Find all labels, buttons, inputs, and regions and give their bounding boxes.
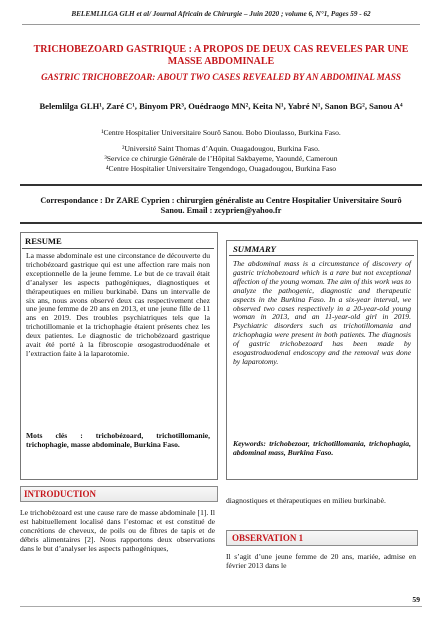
running-header: BELEMLILGA GLH et al/ Journal Africain de Chirurgie – Juin 2020 ; volume 6, N°1, Pages 59 - 62 bbox=[71, 10, 371, 18]
correspondence-top-rule bbox=[20, 184, 422, 186]
introduction-text: Le trichobézoard est une cause rare de masse abdominale [1]. Il est habituellement localisé dans l’estomac et est constitué de concrétions de cheveux, de poils ou de fibres de tapis et de débris alimentaires [2]. Nous rapportons deux observations dans le but d’analyser les aspects pathogéniques, bbox=[20, 508, 215, 553]
summary-heading-rule bbox=[229, 255, 414, 256]
header-divider bbox=[22, 24, 420, 25]
footer-rule bbox=[20, 606, 422, 607]
observation-heading: OBSERVATION 1 bbox=[232, 533, 304, 543]
summary-text: The abdominal mass is a circumstance of discovery of gastric trichobezoard which is a rare but not exceptional affection of the young woman. The aim of this work was to analyze the pathogenic, diagnostic and therapeutic aspects in the Burkina Faso. In a six-year interval, we observed two cases respectively in a 20-year-old young woman in 2013, and an 11-year-old girl in 2019. Psychiatric disorders such as trichotillomania and trichophagia were present in both patients. The diagnosis of gastric trichobezoard has been made by esogastroduodenal endoscopy and the removal was done by laparotomy. bbox=[233, 259, 411, 366]
correspondence-bottom-rule bbox=[20, 222, 422, 224]
affiliation-3: ³Service ce chirurgie Générale de l’Hôpital Sakbayeme, Yaoundé, Cameroun bbox=[104, 154, 338, 163]
introduction-continuation: diagnostiques et thérapeutiques en milieu burkinabè. bbox=[226, 496, 386, 505]
summary-heading: SUMMARY bbox=[233, 244, 276, 254]
resume-heading-rule bbox=[22, 248, 214, 249]
resume-text: La masse abdominale est une circonstance de découverte du trichobézoard gastrique qui est une affection rare mais non exceptionnelle de la jeune femme. Le but de ce travail était d’analyser les aspects pathogéniques, diagnostiques et thérapeutiques en milieu burkinabè. Dans un intervalle de six ans, nous avons observé deux cas respectivement chez une jeune femme de 20 ans en 2013, et une jeune fille de 11 ans en 2019. Des troubles psychiatriques tels que la trichotillomanie et la trichophagie étaient présents chez les deux patientes. Le diagnostic de trichobézoard gastrique avait été porté à la fibroscopie œsogastroduodénale et l’extraction faite à la laparotomie. bbox=[26, 251, 210, 358]
summary-keywords: Keywords: trichobezoar, trichotillomania, trichophagia, abdominal mass, Burkina Faso. bbox=[233, 439, 411, 457]
page-number: 59 bbox=[412, 595, 420, 604]
affiliation-2: ²Université Saint Thomas d’Aquin. Ouagadougou, Burkina Faso. bbox=[122, 144, 320, 153]
correspondence-block: Correspondance : Dr ZARE Cyprien : chirurgien généraliste au Centre Hospitalier Universitaire Sourô Sanou. Email : zcyprien@yahoo.fr bbox=[40, 196, 402, 215]
article-title-english: GASTRIC TRICHOBEZOAR: ABOUT TWO CASES REVEALED BY AN ABDOMINAL MASS bbox=[41, 72, 401, 82]
affiliation-1: ¹Centre Hospitalier Universitaire Sourô Sanou. Bobo Dioulasso, Burkina Faso. bbox=[101, 128, 341, 137]
introduction-heading: INTRODUCTION bbox=[24, 489, 97, 499]
resume-keywords: Mots clés : trichobézoard, trichotillomanie, trichophagie, masse abdominale, Burkina Faso. bbox=[26, 431, 210, 449]
article-title-french: TRICHOBEZOARD GASTRIQUE : A PROPOS DE DEUX CAS REVELES PAR UNE MASSE ABDOMINALE bbox=[33, 44, 409, 67]
author-list: Belemlilga GLH¹, Zaré C¹, Binyom PR³, Ouédraogo MN², Keita N¹, Yabré N¹, Sanon BG², Sanou A⁴ bbox=[39, 101, 403, 111]
observation-text: Il s’agit d’une jeune femme de 20 ans, mariée, admise en février 2013 dans le bbox=[226, 552, 416, 570]
resume-heading: RESUME bbox=[25, 236, 62, 246]
affiliation-4: ⁴Centre Hospitalier Universitaire Tengendogo, Ouagadougou, Burkina Faso bbox=[105, 164, 337, 173]
